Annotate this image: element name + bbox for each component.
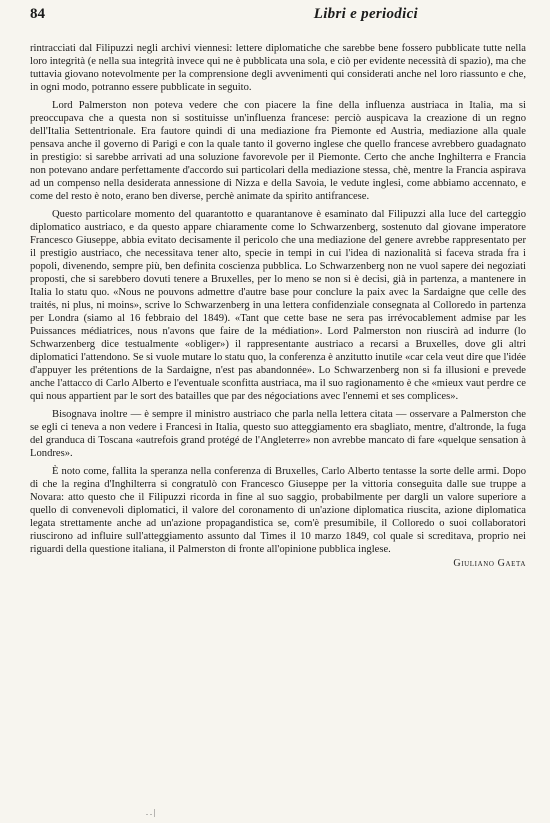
- signature-line: [30, 556, 526, 568]
- paragraph-3: Questo particolare momento del quarantotto e quarantanove è esaminato dal Filipuzzi alla luce del carteggio diplomatico austriaco, e da questo appare chiaramente come lo Schwarzenberg, sostenuto dal giovane imperatore Francesco Giuseppe, abbia evitato decisamente il pericolo che una mediazione del genere avrebbe rappresentato per il prestigio austriaco, che necessitava tener alto, specie in tempi in cui l'idea di nazionalità si faceva strada fra i popoli, divenendo, sempre più, ben definita coscienza pubblica. Lo Schwarzenberg non ne vuol sapere dei negoziati proposti, che si sarebbero dovuti tenere a Bruxelles, per lo meno se non si è decisi, già in partenza, a mantenere in Italia lo statu quo. «Nous ne pouvons admettre d'autre base pour conclure la paix avec la Sardaigne que celle des traités, ni plus, ni moins», scrive lo Schwarzenberg in una lettera confidenziale consegnata al Colloredo in partenza per Londra (siamo al 16 febbraio del 1849). «Tant que cette base ne sera pas irrévocablement admise par les Puissances médiatrices, nous n'avons que faire de la médiation». Lord Palmerston non riuscirà ad indurre (lo Schwarzenberg dice testualmente «obliger») il rappresentante austriaco a recarsi a Bruxelles, dove gli altri diplomatici l'attendono. Se si vuole mutare lo statu quo, la conferenza è anzitutto inutile «car cela veut dire que l'idée d'appuyer les prétentions de la Sardaigne, n'est pas abandonnée». Lo Schwarzenberg non si fa illusioni e prevede anche l'attacco di Carlo Alberto e l'eventuale sconfitta austriaca, ma il suo ragionamento è che «mieux vaut perdre ce qui nous appartient par le sort des batailles que par des négociations avec l'ennemi et ses complices».: [30, 209, 526, 402]
- page-number: 84: [30, 6, 45, 22]
- book-page: [30, 6, 526, 568]
- bottom-marks: . . |: [146, 808, 156, 817]
- paragraph-1: rintracciati dal Filipuzzi negli archivi viennesi: lettere diplomatiche che sarebbe bene fossero pubblicate tutte nella loro integrità (e nella sua integrità invece qui ne è pubblicata una sola, e ciò per evidente necessità di spazio), ma che tuttavia giovano notevolmente per la comprensione degli avvenimenti qui considerati anche nel loro riassunto e che, in ogni modo, potranno essere pubblicate in seguito.: [30, 43, 526, 93]
- running-title: Libri e periodici: [313, 6, 418, 22]
- paragraph-4: Bisognava inoltre — è sempre il ministro austriaco che parla nella lettera citata — osservare a Palmerston che se egli ci teneva a non vedere i Francesi in Italia, questo suo atteggiamento era sbagliato, mentre, d'altronde, la fuga del granduca di Toscana «autrefois grand protégé de l'Angleterre» non avrebbe mancato di fare «quelque sensation à Londres».: [30, 409, 526, 459]
- paragraph-5: È noto come, fallita la speranza nella conferenza di Bruxelles, Carlo Alberto tentasse la sorte delle armi. Dopo di che la regina d'Inghilterra si congratulò con Francesco Giuseppe per la vittoria conseguita dalle sue truppe a Novara: atto questo che il Filipuzzi ricorda in fine al suo saggio, probabilmente per dargli un valore superiore a quello di convenevoli diplomatici, il valore del coronamento di un'azione diplomatica riuscita, azione diplomatica legata strettamente anche ad un'azione propagandistica se, com'è presumibile, il Colloredo o suoi collaboratori riuscirono ad influire sull'atteggiamento assunto dal Times il 10 marzo 1849, col quale si screditava, proprio nei riguardi della questione italiana, il Palmerston di fronte all'opinione pubblica inglese.: [30, 466, 526, 555]
- running-head: [30, 6, 526, 30]
- paragraph-2: Lord Palmerston non poteva vedere che con piacere la fine della influenza austriaca in Italia, ma si preoccupava che a questa non si sostituisse un'influenza francese: perciò auspicava la creazione di un regno dell'Italia Settentrionale. Era fautore quindi di una mediazione fra Piemonte ed Austria, mediazione alla quale pensava anche il governo di Parigi e con la quale tanto il governo inglese che quello francese avrebbero guadagnato in prestigio: si sarebbe arrivati ad una soluzione favorevole per il Piemonte. Certo che anche Inghilterra e Francia non potevano andare perfettamente d'accordo sui particolari della mediazione stessa, chè, mentre la Francia aspirava ad un compenso nella desiderata annessione di Nizza e della Savoia, le vedute inglesi, come abbiamo accennato, e come del resto è noto, erano ben diverse, perchè animate da spirito antifrancese.: [30, 100, 526, 202]
- author-signature: Giuliano Gaeta: [453, 558, 526, 569]
